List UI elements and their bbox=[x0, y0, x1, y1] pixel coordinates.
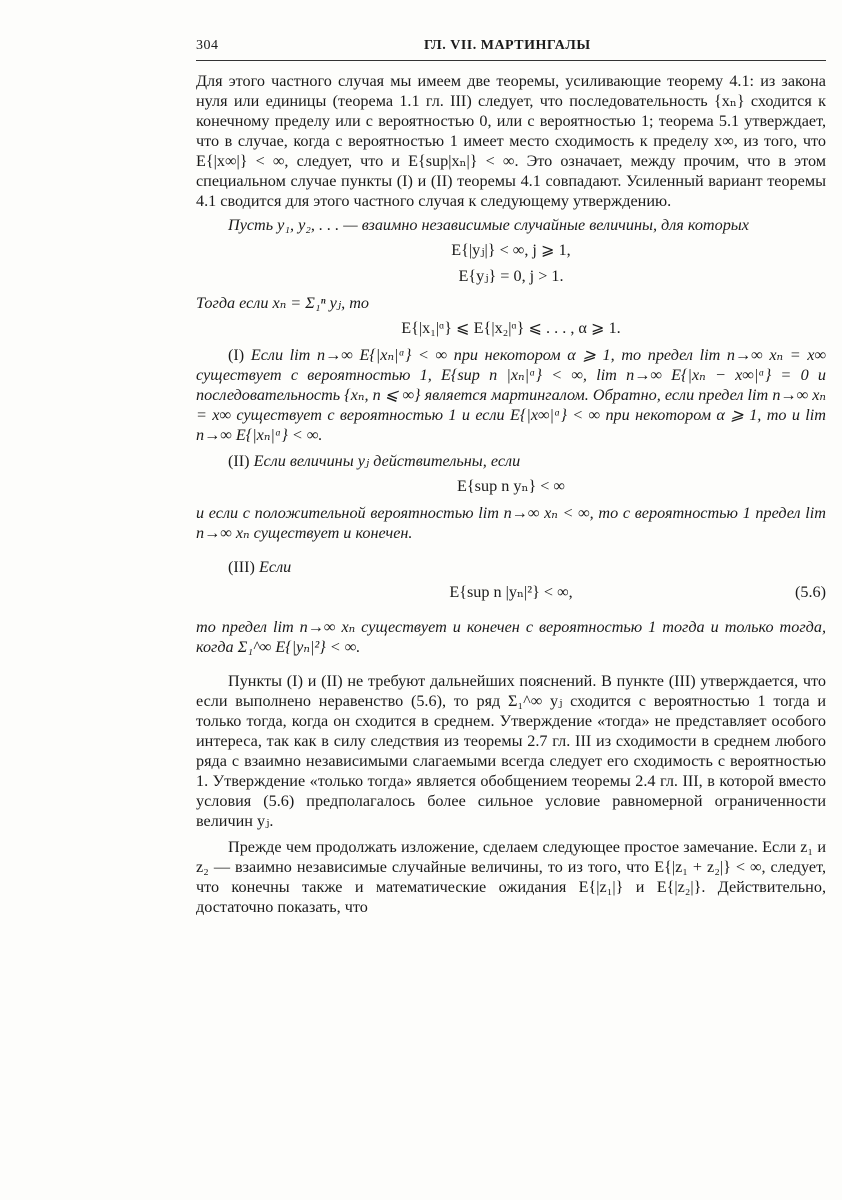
equation-moment-chain: E{|x₁|ᵅ} ⩽ E{|x₂|ᵅ} ⩽ . . . , α ⩾ 1. bbox=[401, 319, 621, 337]
theorem-item-3 bbox=[196, 557, 826, 577]
theorem-partial-sum: Тогда если xₙ = Σ₁ⁿ yⱼ, то bbox=[196, 294, 370, 312]
equation-finite-mean: E{|yⱼ|} < ∞, j ⩾ 1, bbox=[451, 241, 571, 259]
chapter-title: ГЛ. VII. МАРТИНГАЛЫ bbox=[424, 38, 591, 53]
book-page bbox=[196, 36, 826, 917]
theorem-statement: Пусть y₁, y₂, . . . — взаимно независимые случайные величины, для которых bbox=[228, 216, 749, 234]
equation-5-6-number: (5.6) bbox=[794, 583, 826, 601]
page-number: 304 bbox=[196, 38, 219, 53]
item-1-label: (I) bbox=[228, 346, 245, 364]
paragraph-remark: Прежде чем продолжать изложение, сделаем следующее простое замечание. Если z₁ и z₂ — взаимно независимые случайные величины, то из того, что E{|z₁ + z₂|} < ∞, следует, что конечны также и математические ожидания E{|z₁|} и E{|z₂|}. Действительно, достаточно показать, что bbox=[196, 838, 826, 916]
item-2-text: Если величины yⱼ действительны, если bbox=[253, 452, 521, 470]
item-2-label: (II) bbox=[228, 452, 250, 470]
theorem-item-2 bbox=[196, 451, 826, 471]
paragraph-intro: Для этого частного случая мы имеем две теоремы, усиливающие теорему 4.1: из закона нуля или единицы (теорема 1.1 гл. III) следует, что последовательность {xₙ} сходится к конечному пределу или с вероятностью 0, или с вероятностью 1; теорема 5.1 утверждает, что в случае, когда с вероятностью 1 имеет место сходимость к пределу x∞, из того, что E{|x∞|} < ∞, следует, что и E{sup|xₙ|} < ∞. Это означает, между прочим, что в этом специальном случае пункты (I) и (II) теоремы 4.1 совпадают. Усиленный вариант теоремы 4.1 сводится для этого частного случая к следующему утверждению. bbox=[196, 72, 826, 210]
running-header bbox=[196, 36, 826, 61]
equation-5-6-body: E{sup n |yₙ|²} < ∞, bbox=[449, 583, 573, 601]
theorem-item-3-cont: то предел lim n→∞ xₙ существует и конечен с вероятностью 1 тогда и только тогда, когда Σ₁^∞ E{|yₙ|²} < ∞. bbox=[196, 618, 826, 656]
equation-5-6 bbox=[196, 581, 826, 603]
item-3-label: (III) bbox=[228, 558, 255, 576]
paragraph-commentary: Пункты (I) и (II) не требуют дальнейших пояснений. В пункте (III) утверждается, что если выполнено неравенство (5.6), то ряд Σ₁^∞ yⱼ сходится с вероятностью 1 тогда и только тогда, когда он сходится в среднем. Утверждение «тогда» не представляет особого интереса, так как в силу следствия из теоремы 2.7 гл. III из сходимости в среднем любого ряда с взаимно независимыми слагаемыми всегда следует его сходимость с вероятностью 1. Утверждение «только тогда» является обобщением теоремы 2.4 гл. III, в которой вместо условия (5.6) предполагалось более сильное условие равномерной ограниченности величин yⱼ. bbox=[196, 672, 826, 830]
theorem-item-2-cont: и если с положительной вероятностью lim n→∞ xₙ < ∞, то с вероятностью 1 предел lim n→∞ xₙ существует и конечен. bbox=[196, 504, 826, 542]
item-3-text: Если bbox=[259, 558, 292, 576]
equation-zero-mean: E{yⱼ} = 0, j > 1. bbox=[458, 267, 564, 285]
equation-sup-bound: E{sup n yₙ} < ∞ bbox=[457, 477, 565, 495]
item-1-text: Если lim n→∞ E{|xₙ|ᵅ} < ∞ при некотором α ⩾ 1, то предел lim n→∞ xₙ = x∞ существует с вероятностью 1, E{sup n |xₙ|ᵅ} < ∞, lim n→∞ E{|xₙ − x∞|ᵅ} = 0 и последовательность {xₙ, n ⩽ ∞} является мартингалом. Обратно, если предел lim n→∞ xₙ = x∞ существует с вероятностью 1 и если E{|x∞|ᵅ} < ∞ при некотором α ⩾ 1, то и lim n→∞ E{|xₙ|ᵅ} < ∞. bbox=[196, 346, 827, 444]
theorem-item-1 bbox=[196, 345, 826, 445]
